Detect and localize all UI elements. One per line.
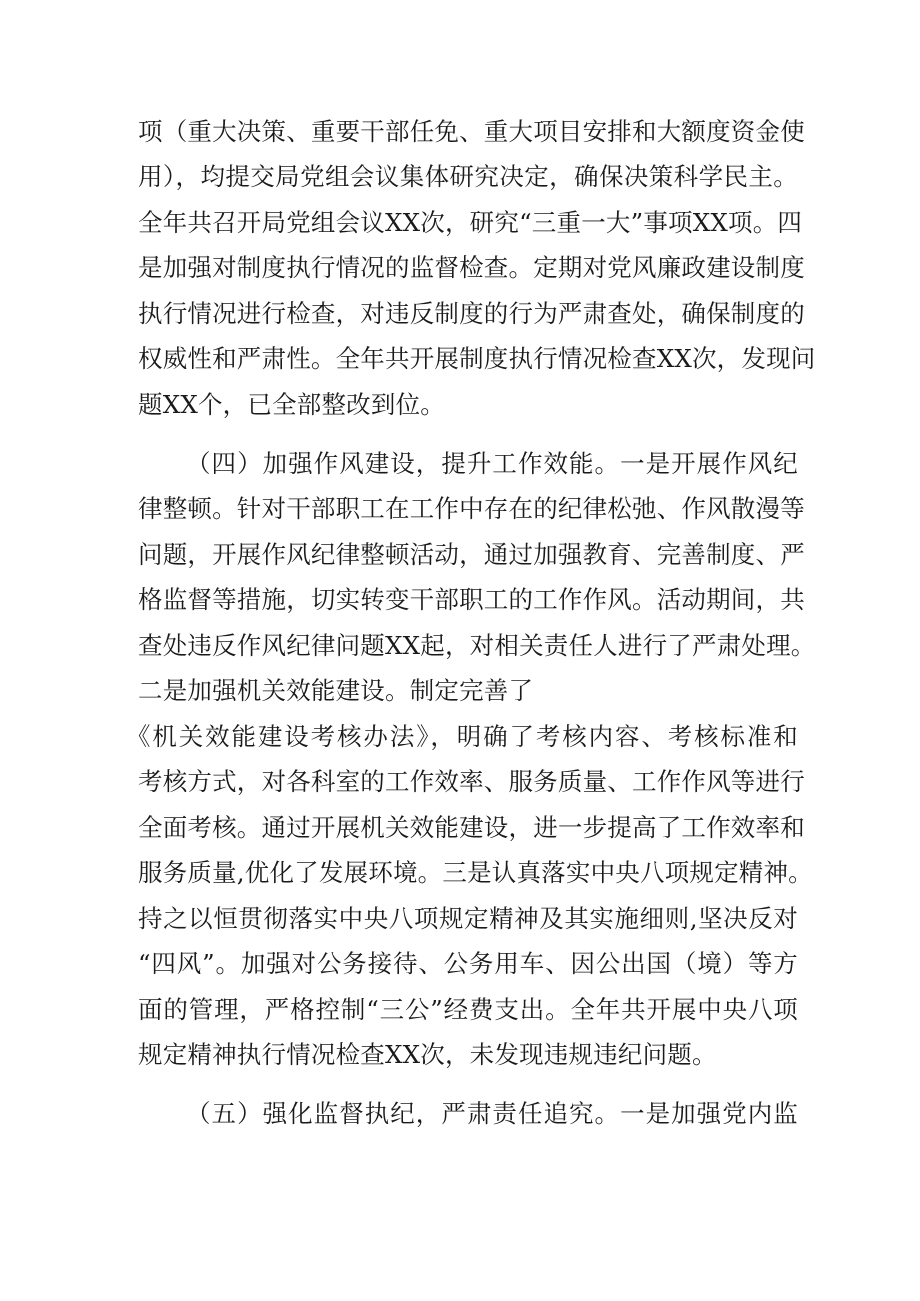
text-line: 格监督等措施，切实转变干部职工的工作作风。活动期间，共 xyxy=(138,585,805,614)
text-line: 面的管理，严格控制“三公”经费支出。全年共开展中央八项 xyxy=(138,995,798,1024)
text-line: 规定精神执行情况检查XX次，未发现违规违纪问题。 xyxy=(138,1040,717,1069)
text-line: 问题，开展作风纪律整顿活动，通过加强教育、完善制度、严 xyxy=(138,540,805,569)
text-line: 查处违反作风纪律问题XX起，对相关责任人进行了严肃处理。 xyxy=(138,631,816,660)
text-line: 《机关效能建设考核办法》，明确了考核内容、考核标准和 xyxy=(126,722,798,751)
text-line: 考核方式，对各科室的工作效率、服务质量、工作作风等进行 xyxy=(138,767,805,796)
text-line: 是加强对制度执行情况的监督检查。定期对党风廉政建设制度 xyxy=(138,253,805,282)
text-line: 二是加强机关效能建设。制定完善了 xyxy=(138,676,534,705)
text-line: 项（重大决策、重要干部任免、重大项目安排和大额度资金使 xyxy=(138,117,805,146)
text-line: 服务质量,优化了发展环境。三是认真落实中央八项规定精神。 xyxy=(138,858,813,887)
paragraph-heading-line: （五）强化监督执纪，严肃责任追究。一是加强党内监 xyxy=(186,1099,798,1128)
text-line: 律整顿。针对干部职工在工作中存在的纪律松弛、作风散漫等 xyxy=(138,494,805,523)
text-line: 权威性和严肃性。全年共开展制度执行情况检查XX次，发现问 xyxy=(138,344,816,373)
text-line: 用），均提交局党组会议集体研究决定，确保决策科学民主。 xyxy=(138,162,798,191)
text-line: 持之以恒贯彻落实中央八项规定精神及其实施细则,坚决反对 xyxy=(138,904,798,933)
text-line: 题XX个，已全部整改到位。 xyxy=(138,390,445,419)
paragraph-heading-line: （四）加强作风建设，提升工作效能。一是开展作风纪 xyxy=(186,449,798,478)
text-line: 执行情况进行检查，对违反制度的行为严肃查处，确保制度的 xyxy=(138,299,805,328)
text-line: “四风”。加强对公务接待、公务用车、因公出国（境）等方 xyxy=(138,949,798,978)
text-line: 全年共召开局党组会议XX次，研究“三重一大”事项XX项。四 xyxy=(138,208,803,237)
text-line: 全面考核。通过开展机关效能建设，进一步提高了工作效率和 xyxy=(138,813,805,842)
